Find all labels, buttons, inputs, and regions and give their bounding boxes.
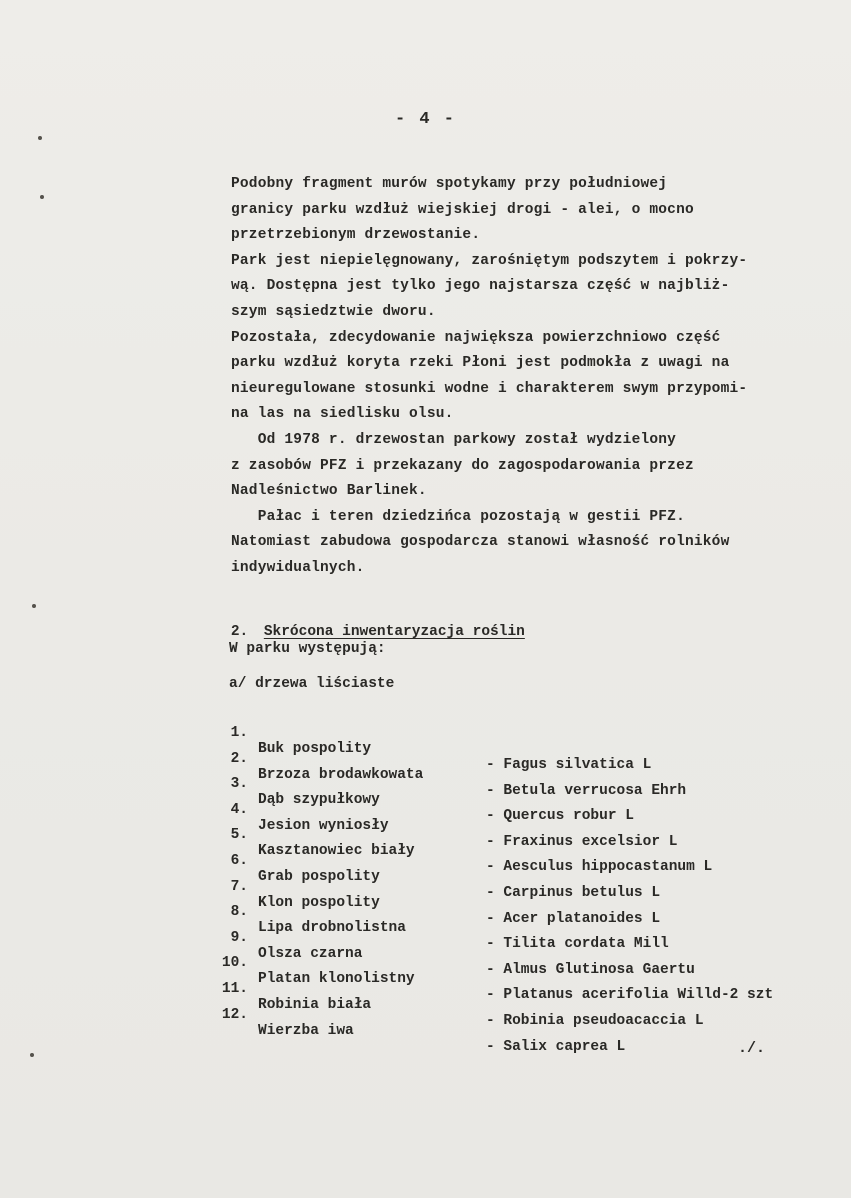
species-polish-name: Robinia biała <box>258 996 372 1013</box>
species-index: 5. <box>230 827 248 844</box>
text-line: granicy parku wzdłuż wiejskiej drogi - alei, o mocno <box>231 201 694 218</box>
species-latin-name: - Fagus silvatica L <box>486 757 652 773</box>
text-line: na las na siedlisku olsu. <box>231 406 454 423</box>
species-polish-name: Olsza czarna <box>258 945 363 962</box>
species-index: 8. <box>230 904 248 921</box>
text-line: parku wzdłuż koryta rzeki Płoni jest podmokła z uwagi na <box>231 355 730 372</box>
continuation-mark: ./. <box>738 1040 766 1057</box>
species-polish-name: Wierzba iwa <box>258 1022 354 1039</box>
text-line: Nadleśnictwo Barlinek. <box>231 483 427 500</box>
species-index: 6. <box>230 852 248 869</box>
punch-hole-mark <box>32 604 36 608</box>
text-line: nieuregulowane stosunki wodne i charakterem swym przypomi- <box>231 380 748 397</box>
species-latin-name: - Almus Glutinosa Gaertu <box>486 961 695 978</box>
text-line: szym sąsiedztwie dworu. <box>231 303 436 320</box>
subheading-deciduous-trees: a/ drzewa liściaste <box>229 676 395 692</box>
species-latin-name: - Fraxinus excelsior L <box>486 833 678 850</box>
section-title: Skrócona inwentaryzacja roślin <box>263 624 525 640</box>
species-latin-name: - Acer platanoides L <box>486 910 661 927</box>
species-index: 12. <box>221 1006 248 1023</box>
species-polish-name: Jesion wyniosły <box>258 817 389 834</box>
species-list <box>212 709 842 1055</box>
species-index: 9. <box>230 929 248 946</box>
punch-hole-mark <box>40 195 44 199</box>
species-latin-name: - Robinia pseudoacaccia L <box>486 1012 704 1029</box>
text-line: Od 1978 r. drzewostan parkowy został wydzielony <box>231 431 677 448</box>
species-latin-name: - Betula verrucosa Ehrh <box>486 782 687 799</box>
text-line: Park jest niepielęgnowany, zarośniętym podszytem i pokrzy- <box>231 252 748 269</box>
species-latin-name: - Tilita cordata Mill <box>486 936 669 953</box>
species-row <box>212 709 842 773</box>
species-polish-name: Grab pospolity <box>258 868 380 885</box>
text-line: Pałac i teren dziedzińca pozostają w gestii PFZ. <box>231 508 685 525</box>
species-polish-name: Buk pospolity <box>258 741 372 757</box>
species-polish-name: Platan klonolistny <box>258 971 415 988</box>
species-latin-name: - Platanus acerifolia Willd-2 szt <box>486 987 774 1004</box>
species-polish-name: Dąb szypułkowy <box>258 792 380 809</box>
species-index: 4. <box>230 801 248 818</box>
section-number: 2. <box>230 624 249 640</box>
punch-hole-mark <box>30 1053 34 1057</box>
species-index: 11. <box>221 980 248 997</box>
species-polish-name: Klon pospolity <box>258 894 380 911</box>
section-intro: W parku występują: <box>229 641 386 657</box>
species-latin-name: - Carpinus betulus L <box>486 884 661 901</box>
text-line: Natomiast zabudowa gospodarcza stanowi własność rolników <box>231 534 730 551</box>
species-latin-name: - Salix caprea L <box>486 1038 626 1055</box>
species-index: 3. <box>230 776 248 793</box>
page-number: - 4 - <box>394 110 456 129</box>
species-polish-name: Lipa drobnolistna <box>258 920 406 937</box>
text-line: indywidualnych. <box>231 559 365 576</box>
species-latin-name: - Aesculus hippocastanum L <box>486 859 713 876</box>
punch-hole-mark <box>38 136 42 140</box>
text-line: wą. Dostępna jest tylko jego najstarsza część w najbliż- <box>231 278 730 295</box>
species-latin-name: - Quercus robur L <box>486 808 634 825</box>
species-polish-name: Brzoza brodawkowata <box>258 766 424 783</box>
species-index: 7. <box>230 878 248 895</box>
species-index: 10. <box>221 955 248 972</box>
text-line: Pozostała, zdecydowanie największa powierzchniowo część <box>231 329 721 346</box>
text-line: przetrzebionym drzewostanie. <box>231 227 481 244</box>
body-paragraph <box>231 172 851 582</box>
text-line: Podobny fragment murów spotykamy przy południowej <box>231 176 668 192</box>
species-index: 2. <box>230 750 248 767</box>
text-line: z zasobów PFZ i przekazany do zagospodarowania przez <box>231 457 694 474</box>
species-polish-name: Kasztanowiec biały <box>258 843 415 860</box>
species-index: 1. <box>230 725 248 741</box>
